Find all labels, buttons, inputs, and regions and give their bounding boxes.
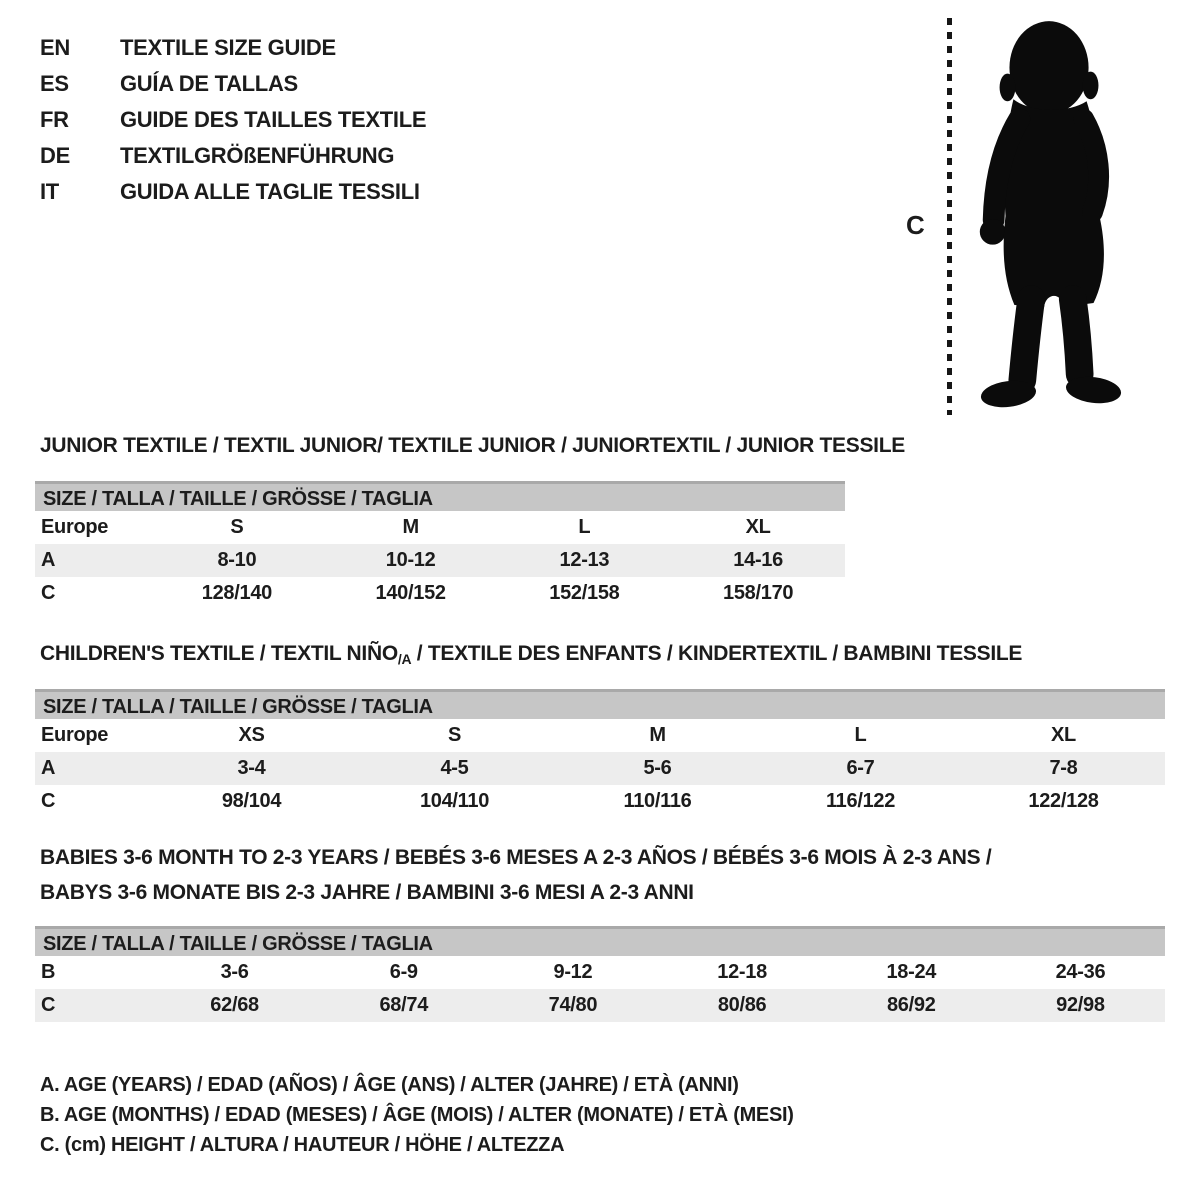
table-cell: 86/92 [886, 994, 936, 1016]
table-cell: 74/80 [548, 994, 598, 1016]
babies-row-c [35, 989, 1165, 1022]
row-label: B [41, 961, 56, 983]
guide-title-fr: GUIDE DES TAILLES TEXTILE [120, 107, 427, 132]
language-row-en [40, 30, 426, 66]
junior-size-table [35, 481, 845, 610]
children-size-table [35, 689, 1165, 818]
language-row-fr [40, 102, 426, 138]
table-cell: 4-5 [440, 757, 469, 779]
guide-title-en: TEXTILE SIZE GUIDE [120, 35, 336, 60]
table-cell: 24-36 [1055, 961, 1106, 983]
column-header-europe: Europe [41, 724, 109, 746]
language-row-it [40, 174, 426, 210]
babies-section-title-line1: BABIES 3-6 MONTH TO 2-3 YEARS / BEBÉS 3-6 MESES A 2-3 AÑOS / BÉBÉS 3-6 MOIS À 2-3 ANS / [40, 846, 992, 869]
column-header-l: L [578, 516, 591, 538]
children-row-c [35, 785, 1165, 818]
language-code: EN [40, 35, 70, 60]
measurement-legend [40, 1070, 794, 1160]
language-code: ES [40, 71, 69, 96]
table-cell: 9-12 [553, 961, 593, 983]
column-header-europe: Europe [41, 516, 109, 538]
guide-title-es: GUÍA DE TALLAS [120, 71, 298, 96]
babies-row-b [35, 956, 1165, 989]
table-cell: 116/122 [825, 790, 896, 812]
column-header-xs: XS [238, 724, 265, 746]
column-header-m: M [402, 516, 419, 538]
guide-title-it: GUIDA ALLE TAGLIE TESSILI [120, 179, 420, 204]
column-header-m: M [649, 724, 666, 746]
language-code: IT [40, 179, 59, 204]
table-cell: 6-9 [389, 961, 418, 983]
children-title-subscript: /A [397, 651, 412, 667]
junior-row-a [35, 544, 845, 577]
language-code: FR [40, 107, 69, 132]
legend-line-c: C. (cm) HEIGHT / ALTURA / HAUTEUR / HÖHE / ALTEZZA [40, 1134, 565, 1156]
table-cell: 110/116 [623, 790, 692, 812]
toddler-silhouette-icon [962, 12, 1140, 418]
children-title-post: / TEXTILE DES ENFANTS / KINDERTEXTIL / BAMBINI TESSILE [411, 642, 1023, 665]
row-label: C [41, 582, 56, 604]
row-label: A [41, 757, 56, 779]
row-label: C [41, 790, 56, 812]
junior-column-header-row [35, 511, 845, 544]
table-cell: 10-12 [385, 549, 436, 571]
table-cell: 3-4 [237, 757, 266, 779]
table-cell: 152/158 [549, 582, 620, 604]
language-row-es [40, 66, 426, 102]
junior-section-title: JUNIOR TEXTILE / TEXTIL JUNIOR/ TEXTILE JUNIOR / JUNIORTEXTIL / JUNIOR TESSILE [40, 434, 905, 457]
size-header-bar: SIZE / TALLA / TAILLE / GRÖSSE / TAGLIA [35, 689, 1165, 719]
table-cell: 62/68 [210, 994, 259, 1016]
size-header-bar: SIZE / TALLA / TAILLE / GRÖSSE / TAGLIA [35, 926, 1165, 956]
size-header-bar: SIZE / TALLA / TAILLE / GRÖSSE / TAGLIA [35, 481, 845, 511]
height-label-c: C [906, 210, 925, 240]
height-dashed-line [947, 18, 952, 415]
table-cell: 98/104 [221, 790, 282, 812]
table-cell: 6-7 [846, 757, 875, 779]
column-header-s: S [230, 516, 244, 538]
table-cell: 12-18 [717, 961, 767, 983]
table-cell: 92/98 [1056, 994, 1105, 1016]
table-cell: 140/152 [375, 582, 446, 604]
table-cell: 5-6 [643, 757, 672, 779]
table-cell: 7-8 [1049, 757, 1078, 779]
row-label: C [41, 994, 56, 1016]
table-cell: 8-10 [217, 549, 257, 571]
table-cell: 80/86 [717, 994, 767, 1016]
junior-row-c [35, 577, 845, 610]
table-cell: 18-24 [886, 961, 937, 983]
language-title-list [40, 30, 426, 210]
children-title-pre: CHILDREN'S TEXTILE / TEXTIL NIÑO [40, 642, 398, 665]
table-cell: 12-13 [559, 549, 610, 571]
children-column-header-row [35, 719, 1165, 752]
table-cell: 128/140 [201, 582, 272, 604]
table-cell: 104/110 [419, 790, 490, 812]
children-section-title [40, 642, 1022, 667]
column-header-l: L [854, 724, 867, 746]
table-cell: 158/170 [723, 582, 794, 604]
row-label: A [41, 549, 56, 571]
column-header-xl: XL [1051, 724, 1076, 746]
babies-size-table [35, 926, 1165, 1022]
table-cell: 14-16 [733, 549, 783, 571]
legend-line-b: B. AGE (MONTHS) / EDAD (MESES) / ÂGE (MOIS) / ALTER (MONATE) / ETÀ (MESI) [40, 1104, 794, 1126]
legend-line-a: A. AGE (YEARS) / EDAD (AÑOS) / ÂGE (ANS) / ALTER (JAHRE) / ETÀ (ANNI) [40, 1074, 739, 1096]
table-cell: 68/74 [379, 994, 429, 1016]
table-cell: 3-6 [220, 961, 249, 983]
column-header-s: S [447, 724, 462, 746]
table-cell: 122/128 [1028, 790, 1099, 812]
guide-title-de: TEXTILGRÖßENFÜHRUNG [120, 143, 395, 168]
language-row-de [40, 138, 426, 174]
babies-section-title-line2: BABYS 3-6 MONATE BIS 2-3 JAHRE / BAMBINI 3-6 MESI A 2-3 ANNI [40, 881, 694, 904]
language-code: DE [40, 143, 70, 168]
column-header-xl: XL [745, 516, 771, 538]
children-row-a [35, 752, 1165, 785]
